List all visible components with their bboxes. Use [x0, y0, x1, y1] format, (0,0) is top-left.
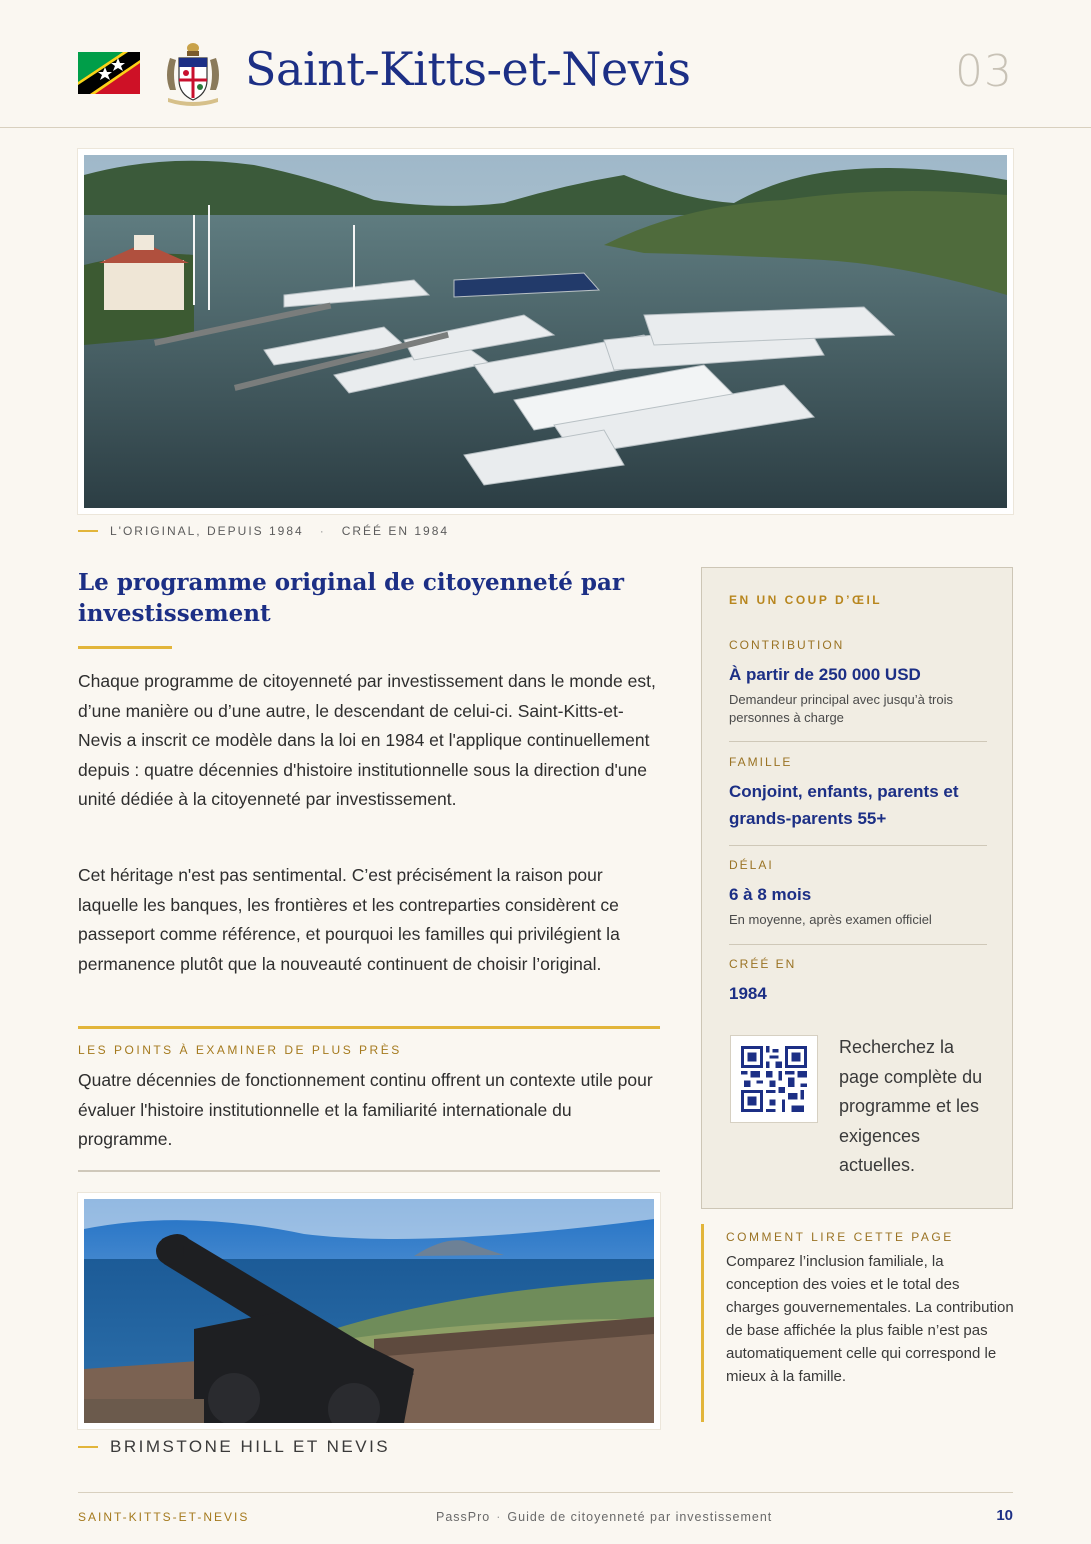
footer-guide-title	[436, 1510, 772, 1524]
fort-photo-cannon	[78, 1193, 660, 1429]
glance-heading: EN UN COUP D’ŒIL	[729, 593, 883, 607]
family-value: Conjoint, enfants, parents et grands-parents 55+	[729, 782, 959, 828]
caption-separator: ·	[319, 524, 326, 538]
footer-brand: PassPro	[436, 1510, 491, 1524]
heritage-paragraph: Cet héritage n'est pas sentimental. C’est précisément la raison pour laquelle les banques, les frontières et les contreparties considèrent ce passeport comme référence, et pourquoi les familles qui privilégient la permanence plutôt que la nouveauté continuent de choisir l’original.	[78, 865, 620, 974]
created-item	[729, 957, 987, 1007]
glance-divider	[729, 944, 987, 945]
glance-divider	[729, 741, 987, 742]
caption-dash	[78, 530, 98, 532]
points-text: Quatre décennies de fonctionnement continu offrent un contexte utile pour évaluer l'histoire institutionnelle et la familiarité internationale du programme.	[78, 1070, 653, 1149]
family-item	[729, 755, 987, 832]
intro-paragraph: Chaque programme de citoyenneté par investissement dans le monde est, d’une manière ou d’une autre, le descendant de celui-ci. Saint-Kitts-et-Nevis a inscrit ce modèle dans la loi en 1984 et l'applique continuellement depuis : quatre décennies d'histoire institutionnelle sous la direction d'une unité dédiée à la citoyenneté par investissement.	[78, 671, 656, 809]
how-to-read-label: COMMENT LIRE CETTE PAGE	[726, 1230, 954, 1244]
caption-dash	[78, 1446, 98, 1448]
chapter-number: 03	[955, 46, 1013, 97]
coat-of-arms-icon	[160, 40, 226, 106]
created-value: 1984	[729, 984, 767, 1003]
timeline-item	[729, 858, 987, 929]
contribution-label: CONTRIBUTION	[729, 638, 845, 652]
page-header	[0, 0, 1091, 128]
contribution-value: À partir de 250 000 USD	[729, 665, 921, 684]
footer-guide: Guide de citoyenneté par investissement	[507, 1510, 773, 1524]
fort-caption	[78, 1437, 390, 1457]
contribution-item	[729, 638, 987, 727]
how-to-read-callout	[701, 1224, 1016, 1422]
footer-divider	[78, 1492, 1013, 1493]
timeline-value: 6 à 8 mois	[729, 885, 812, 904]
timeline-label: DÉLAI	[729, 858, 774, 872]
family-label: FAMILLE	[729, 755, 793, 769]
qr-description: Recherchez la page complète du programme et les exigences actuelles.	[839, 1037, 983, 1175]
contribution-note: Demandeur principal avec jusqu’à trois personnes à charge	[729, 692, 954, 725]
how-to-read-text: Comparez l’inclusion familiale, la conception des voies et le total des charges gouvernementales. La contribution de base affichée la plus faible n’est pas automatiquement celle qui correspond le mieux à la famille.	[726, 1253, 1014, 1385]
hero-caption-right: CRÉÉ EN 1984	[341, 524, 450, 538]
hero-caption	[78, 524, 449, 538]
qr-code[interactable]	[730, 1035, 818, 1123]
timeline-note: En moyenne, après examen officiel	[729, 912, 932, 927]
created-label: CRÉÉ EN	[729, 957, 797, 971]
glance-divider	[729, 845, 987, 846]
fort-caption-text: BRIMSTONE HILL ET NEVIS	[110, 1437, 391, 1456]
title-underline	[78, 646, 172, 649]
hero-caption-left: L'ORIGINAL, DEPUIS 1984	[110, 524, 304, 538]
points-label: LES POINTS À EXAMINER DE PLUS PRÈS	[78, 1043, 402, 1057]
page-title: Saint-Kitts-et-Nevis	[245, 42, 691, 96]
at-a-glance-panel	[701, 567, 1013, 1209]
saint-kitts-flag-icon	[78, 52, 140, 94]
page-number: 10	[996, 1507, 1013, 1524]
section-divider	[78, 1170, 660, 1172]
footer-country: SAINT-KITTS-ET-NEVIS	[78, 1510, 250, 1524]
points-divider	[78, 1026, 660, 1029]
qr-code-icon	[741, 1046, 807, 1112]
hero-photo-marina	[78, 149, 1013, 514]
section-title: Le programme original de citoyenneté par investissement	[78, 569, 625, 627]
footer-separator: ·	[496, 1510, 502, 1524]
